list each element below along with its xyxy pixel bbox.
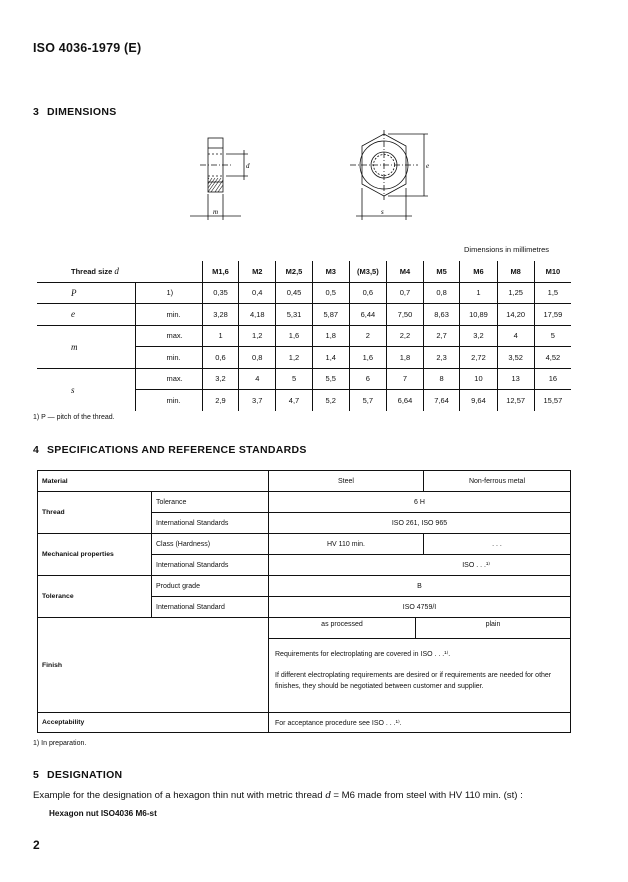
table-cell: 2,72 <box>460 347 497 369</box>
table-row <box>38 471 571 492</box>
section-5-heading <box>33 769 122 781</box>
section-3-heading <box>33 106 117 118</box>
size-header: M2,5 <box>276 261 313 282</box>
finish-label: Finish <box>38 618 269 713</box>
section-4-footnote: 1) In preparation. <box>33 740 87 747</box>
tolerance-standard-value: ISO 4759/I <box>269 597 571 618</box>
table-cell: 1 <box>460 282 497 304</box>
table-row <box>38 576 571 597</box>
table-cell: 4 <box>497 325 534 347</box>
table-cell: 4,52 <box>534 347 571 369</box>
table-cell: 0,6 <box>349 282 387 304</box>
table-cell: 6 <box>349 368 387 390</box>
table-cell: 3,28 <box>202 304 239 326</box>
table-cell: 1,2 <box>239 325 276 347</box>
label-d: d <box>246 162 250 170</box>
finish-steel: as processed <box>269 618 416 638</box>
table-cell: 2,3 <box>423 347 460 369</box>
nut-side-view <box>190 138 248 220</box>
table-cell: 16 <box>534 368 571 390</box>
table-cell: 7,50 <box>387 304 424 326</box>
table-cell: 0,4 <box>239 282 276 304</box>
table-cell: 7 <box>387 368 424 390</box>
table-row <box>38 492 571 513</box>
label-e: e <box>426 162 430 170</box>
thread-label: Thread <box>38 492 152 534</box>
label-m: m <box>213 208 219 216</box>
table-cell: 5,2 <box>312 390 349 411</box>
size-header: M8 <box>497 261 534 282</box>
table-cell: 5 <box>276 368 313 390</box>
table-cell: 8 <box>423 368 460 390</box>
table-cell: 6,64 <box>387 390 424 411</box>
page-number: 2 <box>33 838 40 852</box>
size-header: M2 <box>239 261 276 282</box>
table-cell: 0,5 <box>312 282 349 304</box>
section-4-heading <box>33 444 307 456</box>
size-header: M3 <box>312 261 349 282</box>
material-label: Material <box>38 471 269 492</box>
finish-nonferrous: plain <box>485 621 501 628</box>
section-title: DESIGNATION <box>47 769 123 781</box>
designation-symbol: d <box>325 789 331 801</box>
table-cell: 2,9 <box>202 390 239 411</box>
table-cell: 0,7 <box>387 282 424 304</box>
table-cell: 0,35 <box>202 282 239 304</box>
table-cell: 10,89 <box>460 304 497 326</box>
thread-symbol: d <box>114 266 119 277</box>
table-cell: 1,25 <box>497 282 534 304</box>
table-row <box>37 304 571 326</box>
table-cell: 5,87 <box>312 304 349 326</box>
dimensions-table <box>37 261 571 411</box>
size-header: (M3,5) <box>349 261 387 282</box>
section-number: 4 <box>33 444 40 456</box>
table-cell: 0,6 <box>202 347 239 369</box>
mechanical-properties-label: Mechanical properties <box>38 534 152 576</box>
table-cell: 4,7 <box>276 390 313 411</box>
row-symbol: m <box>37 325 136 368</box>
table-cell: 1,2 <box>276 347 313 369</box>
table-cell: 13 <box>497 368 534 390</box>
table-cell: 7,64 <box>423 390 460 411</box>
table-cell: 1,6 <box>276 325 313 347</box>
row-qualifier: min. <box>136 347 202 369</box>
thread-tolerance-value: 6 H <box>269 492 571 513</box>
thread-standards-value: ISO 261, ISO 965 <box>269 513 571 534</box>
table-row <box>37 325 571 347</box>
table-row <box>38 618 571 713</box>
table-cell: 17,59 <box>534 304 571 326</box>
table-cell: 2,7 <box>423 325 460 347</box>
thread-tolerance-label: Tolerance <box>152 492 269 513</box>
acceptability-value: For acceptance procedure see ISO . . .¹⁾. <box>269 713 571 733</box>
row-qualifier: min. <box>136 390 202 411</box>
nut-top-view <box>350 130 428 220</box>
acceptability-label: Acceptability <box>38 713 269 733</box>
section-title: SPECIFICATIONS AND REFERENCE STANDARDS <box>47 444 307 456</box>
mech-class-label: Class (Hardness) <box>152 534 269 555</box>
table-cell: 2,2 <box>387 325 424 347</box>
table-cell: 1 <box>202 325 239 347</box>
mech-class-nonferrous: . . . <box>424 534 571 555</box>
material-steel: Steel <box>269 471 424 492</box>
table-row <box>38 534 571 555</box>
table-cell: 3,52 <box>497 347 534 369</box>
mech-standards-value: ISO . . .¹⁾ <box>269 555 571 576</box>
table-header-row <box>37 261 571 282</box>
document-header: ISO 4036-1979 (E) <box>33 41 142 55</box>
row-qualifier: 1) <box>166 288 174 298</box>
thread-size-label: Thread size <box>71 267 113 277</box>
table-cell: 10 <box>460 368 497 390</box>
size-header: M10 <box>534 261 571 282</box>
table-cell: 12,57 <box>497 390 534 411</box>
material-nonferrous: Non-ferrous metal <box>424 471 571 492</box>
designation-text-before: Example for the designation of a hexagon thin nut with metric thread <box>33 790 326 801</box>
tolerance-standard-label: International Standard <box>152 597 269 618</box>
table-cell: 9,64 <box>460 390 497 411</box>
mech-standards-label: International Standards <box>152 555 269 576</box>
size-header: M6 <box>460 261 497 282</box>
table-row <box>38 713 571 733</box>
table-cell: 14,20 <box>497 304 534 326</box>
designation-text <box>33 789 523 801</box>
product-grade-value: B <box>269 576 571 597</box>
table-cell: 5,5 <box>312 368 349 390</box>
table-row <box>37 368 571 390</box>
table-cell: 0,8 <box>239 347 276 369</box>
table-cell: 1,6 <box>349 347 387 369</box>
row-symbol: s <box>37 368 136 411</box>
size-header: M4 <box>387 261 424 282</box>
row-symbol: P <box>37 282 136 304</box>
table-cell: 1,5 <box>534 282 571 304</box>
table-cell: 3,7 <box>239 390 276 411</box>
table-cell: 1,4 <box>312 347 349 369</box>
table-cell: 5,7 <box>349 390 387 411</box>
table-cell: 2 <box>349 325 387 347</box>
section-title: DIMENSIONS <box>47 106 117 118</box>
designation-example: Hexagon nut ISO4036 M6-st <box>49 809 157 818</box>
table-cell: 1,8 <box>387 347 424 369</box>
table-cell: 3,2 <box>202 368 239 390</box>
table-cell: 5 <box>534 325 571 347</box>
size-header: M1,6 <box>202 261 239 282</box>
nut-drawing <box>180 128 460 230</box>
designation-text-after: = M6 made from steel with HV 110 min. (st) : <box>330 790 523 801</box>
tolerance-label: Tolerance <box>38 576 152 618</box>
section-number: 3 <box>33 106 40 118</box>
table-cell: 6,44 <box>349 304 387 326</box>
table-cell: 0,45 <box>276 282 313 304</box>
thread-standards-label: International Standards <box>152 513 269 534</box>
row-qualifier: min. <box>166 309 181 319</box>
table-row <box>37 282 571 304</box>
section-number: 5 <box>33 769 40 781</box>
label-s: s <box>381 208 384 216</box>
specifications-table <box>37 470 571 733</box>
table-cell: 8,63 <box>423 304 460 326</box>
mech-class-steel: HV 110 min. <box>269 534 424 555</box>
row-symbol: e <box>37 304 136 326</box>
table-cell: 4 <box>239 368 276 390</box>
table-cell: 4,18 <box>239 304 276 326</box>
finish-note-2: If different electroplating requirements are desired or if requirements are needed for other finishes, they should be negotiated between customer and supplier. <box>275 672 552 690</box>
section-3-footnote: 1) P — pitch of the thread. <box>33 414 115 421</box>
product-grade-label: Product grade <box>152 576 269 597</box>
row-qualifier: max. <box>166 374 183 384</box>
thread-size-header <box>37 261 202 282</box>
finish-options <box>269 618 570 639</box>
table-cell: 1,8 <box>312 325 349 347</box>
row-qualifier: max. <box>166 331 183 341</box>
table-cell: 15,57 <box>534 390 571 411</box>
units-note: Dimensions in millimetres <box>464 245 550 254</box>
table-cell: 3,2 <box>460 325 497 347</box>
size-header: M5 <box>423 261 460 282</box>
finish-cell <box>269 618 571 713</box>
table-cell: 0,8 <box>423 282 460 304</box>
finish-note-1: Requirements for electroplating are covered in ISO . . .¹⁾. <box>275 651 451 658</box>
table-cell: 5,31 <box>276 304 313 326</box>
